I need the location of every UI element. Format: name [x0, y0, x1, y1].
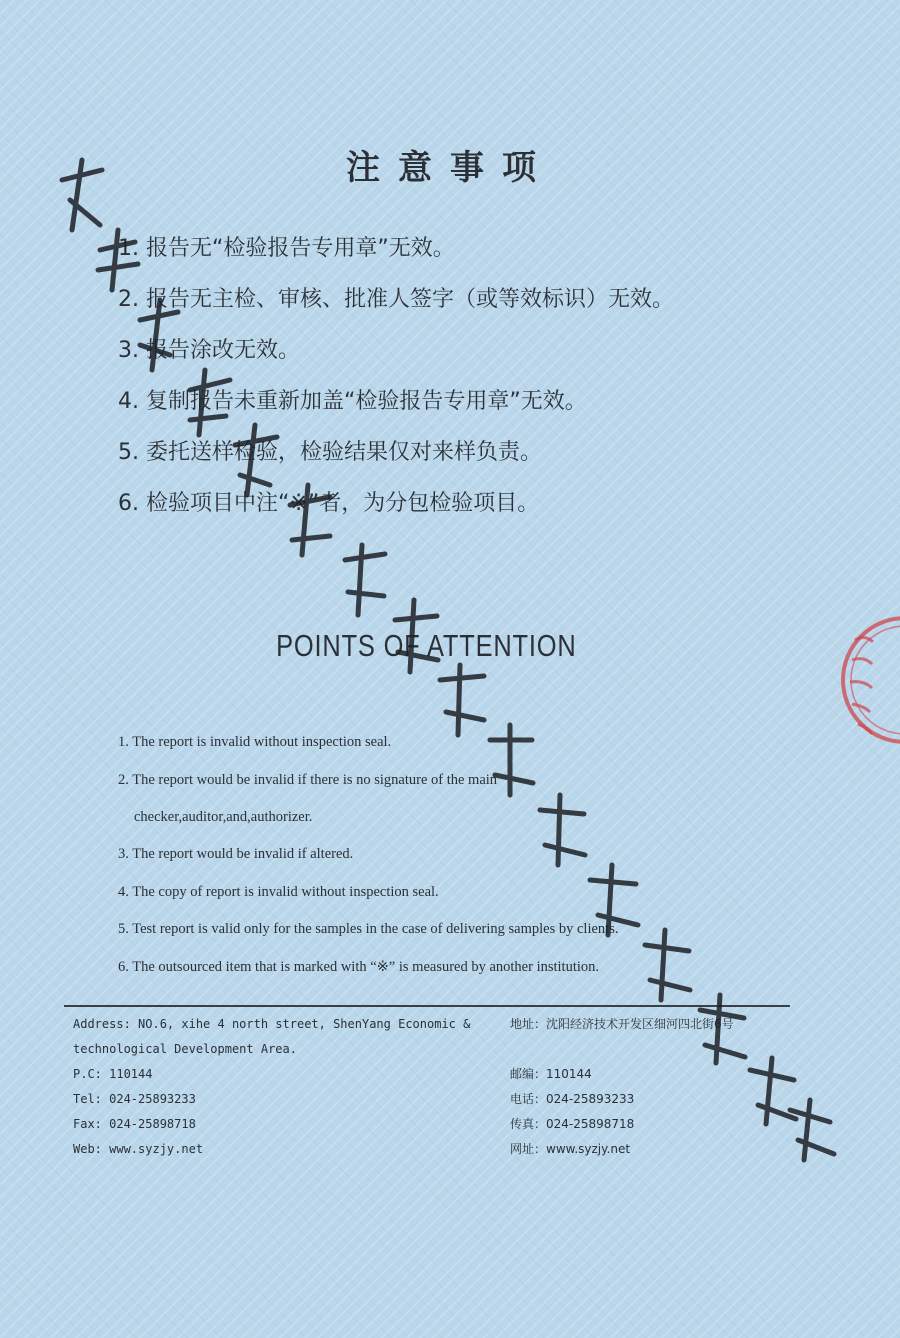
- chinese-note-1: 1. 报告无“检验报告专用章”无效。: [118, 236, 455, 261]
- footer-tel: Tel: 024-25893233: [73, 1092, 196, 1106]
- footer-cn-postcode: 邮编：110144: [510, 1067, 592, 1081]
- footer-divider: [64, 1005, 790, 1007]
- chinese-note-5: 5. 委托送样检验，检验结果仅对来样负责。: [118, 440, 542, 465]
- english-note-3: 3. The report would be invalid if altered.: [118, 846, 354, 862]
- chinese-notes-list: [118, 232, 674, 538]
- footer-postcode: P.C: 110144: [73, 1067, 153, 1081]
- chinese-title: 注意事项: [346, 148, 554, 188]
- footer-chinese-contact: [510, 1012, 734, 1162]
- footer-address-line2: technological Development Area.: [73, 1042, 297, 1056]
- chinese-note-2: 2. 报告无主检、审核、批准人签字（或等效标识）无效。: [118, 287, 674, 312]
- english-note-2-line2: checker,auditor,and,authorizer.: [134, 808, 313, 825]
- footer-fax: Fax: 024-25898718: [73, 1117, 196, 1131]
- footer-cn-spacer: [510, 1037, 734, 1062]
- footer-address-line1: Address: NO.6, xihe 4 north street, ShenYang Economic &: [73, 1017, 471, 1031]
- english-note-2: [118, 768, 818, 829]
- chinese-note-6: 6. 检验项目中注“※”者，为分包检验项目。: [118, 491, 540, 516]
- footer-english-contact: [73, 1012, 470, 1162]
- english-note-5: 5. Test report is valid only for the samples in the case of delivering samples by clients.: [118, 921, 619, 937]
- footer-cn-address: 地址：沈阳经济技术开发区细河四北街6号: [510, 1017, 734, 1031]
- chinese-note-4: 4. 复制报告未重新加盖“检验报告专用章”无效。: [118, 389, 587, 414]
- red-seal-icon: [843, 618, 900, 742]
- english-note-1: 1. The report is invalid without inspection seal.: [118, 734, 392, 750]
- footer-cn-fax: 传真：024-25898718: [510, 1117, 635, 1131]
- english-note-4: 4. The copy of report is invalid without inspection seal.: [118, 883, 439, 900]
- footer-cn-tel: 电话：024-25893233: [510, 1092, 635, 1106]
- footer-cn-web: 网址：www.syzjy.net: [510, 1142, 631, 1156]
- chinese-note-3: 3. 报告涂改无效。: [118, 338, 300, 363]
- english-notes-list: [118, 730, 818, 992]
- english-note-2-line1: 2. The report would be invalid if there is no signature of the main: [118, 771, 498, 788]
- english-title: POINTS OF ATTENTION: [276, 628, 577, 663]
- english-note-6: 6. The outsourced item that is marked with “※” is measured by another institution.: [118, 958, 600, 975]
- footer-web: Web: www.syzjy.net: [73, 1142, 204, 1156]
